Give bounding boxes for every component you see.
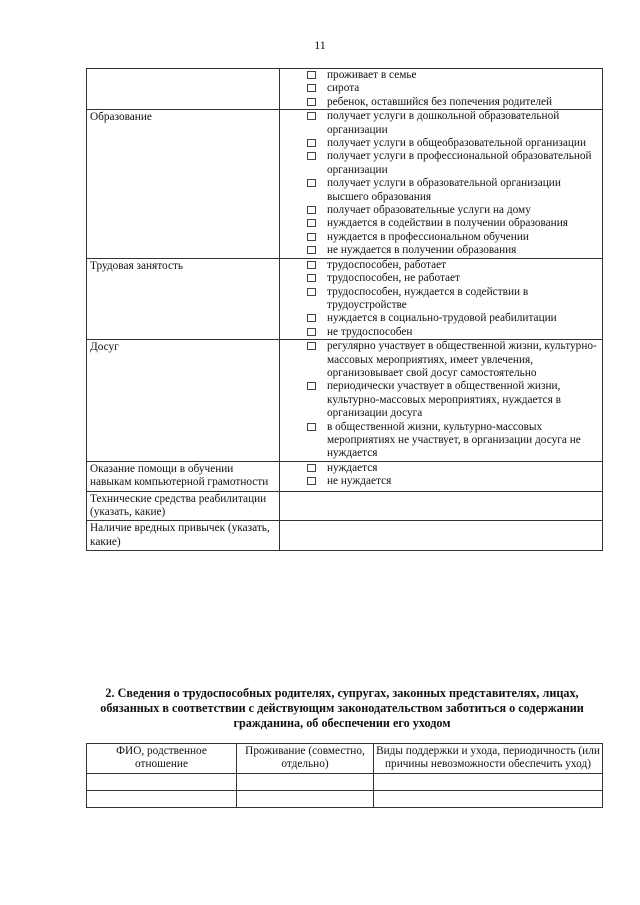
section-2-title: 2. Сведения о трудоспособных родителях, супругах, законных представителях, лицах, обязанных в соответствии с действующим законодательством заботиться о содержании гражданина, об обеспечении его уходом [100,686,584,730]
table-cell[interactable] [237,773,374,790]
row-label: Образование [87,110,280,258]
form-row [87,461,603,491]
checkbox-icon[interactable] [307,328,316,336]
row-label: Технические средства реабилитации (указать, какие) [87,491,280,521]
options-cell [280,110,603,258]
option-label: периодически участвует в общественной жизни, культурно-массовых мероприятиях, нуждается в организации досуга [327,380,561,420]
checkbox-option [280,475,600,488]
checkbox-option [280,312,600,325]
table-cell[interactable] [87,790,237,807]
checkbox-icon[interactable] [307,179,316,187]
option-label: ребенок, оставшийся без попечения родителей [327,95,553,108]
row-label: Досуг [87,340,280,462]
checkbox-option [280,150,600,177]
support-table [86,743,603,808]
checkbox-icon[interactable] [307,112,316,120]
option-label: трудоспособен, нуждается в содействии в трудоустройстве [327,285,529,311]
options-cell [280,340,603,462]
option-label: нуждается в содействии в получении образования [327,217,568,230]
column-header-residence: Проживание (совместно, отдельно) [237,744,374,774]
checkbox-icon[interactable] [307,219,316,227]
checkbox-icon[interactable] [307,233,316,241]
support-table-row [87,790,603,807]
row-label: Наличие вредных привычек (указать, какие) [87,521,280,551]
form-row [87,110,603,258]
table-cell[interactable] [374,773,603,790]
checkbox-option [280,204,600,217]
checkbox-icon[interactable] [307,382,316,390]
checkbox-icon[interactable] [307,152,316,160]
option-label: нуждается [327,461,378,474]
form-row [87,258,603,339]
form-row [87,491,603,521]
page-number: 11 [314,38,326,52]
checkbox-option [280,244,600,257]
option-label: получает образовательные услуги на дому [327,204,531,217]
checkbox-icon[interactable] [307,314,316,322]
checkbox-option [280,259,600,272]
checkbox-option [280,96,600,109]
checkbox-option [280,340,600,380]
options-cell[interactable] [280,491,603,521]
table-cell[interactable] [374,790,603,807]
checkbox-option [280,326,600,339]
option-label: проживает в семье [327,69,417,81]
options-cell [280,69,603,110]
checkbox-option [280,110,600,137]
checkbox-icon[interactable] [307,84,316,92]
column-header-support-types: Виды поддержки и ухода, периодичность (или причины невозможности обеспечить уход) [374,744,603,774]
checkbox-icon[interactable] [307,274,316,282]
checkbox-option [280,286,600,313]
checkbox-icon[interactable] [307,477,316,485]
option-label: нуждается в социально-трудовой реабилитации [327,312,557,325]
checkbox-icon[interactable] [307,423,316,431]
checkbox-option [280,217,600,230]
option-label: в общественной жизни, культурно-массовых мероприятиях не участвует, в организации досуга не нуждается [327,420,581,460]
checkbox-icon[interactable] [307,464,316,472]
option-label: не трудоспособен [327,325,413,338]
options-cell[interactable] [280,521,603,551]
checkbox-option [280,272,600,285]
option-label: трудоспособен, работает [327,258,447,271]
table-cell[interactable] [87,773,237,790]
form-row [87,521,603,551]
checkbox-icon[interactable] [307,98,316,106]
checkbox-icon[interactable] [307,139,316,147]
option-label: получает услуги в дошкольной образовательной организации [327,110,560,136]
checkbox-icon[interactable] [307,342,316,350]
checkbox-icon[interactable] [307,71,316,79]
checkbox-option [280,137,600,150]
checkbox-icon[interactable] [307,246,316,254]
form-row [87,340,603,462]
option-label: нуждается в профессиональном обучении [327,230,529,243]
checkbox-icon[interactable] [307,261,316,269]
option-label: получает услуги в профессиональной образовательной организации [327,150,592,176]
option-label: сирота [327,82,360,95]
checkbox-option [280,69,600,82]
row-label: Трудовая занятость [87,258,280,339]
row-label [87,69,280,110]
checkbox-option [280,380,600,420]
checkbox-option [280,462,600,475]
column-header-fio: ФИО, родственное отношение [87,744,237,774]
assessment-table [86,68,603,551]
checkbox-option [280,421,600,461]
options-cell [280,258,603,339]
option-label: трудоспособен, не работает [327,272,460,285]
option-label: не нуждается [327,475,392,488]
checkbox-option [280,82,600,95]
checkbox-option [280,177,600,204]
support-table-header-row [87,744,603,774]
row-label: Оказание помощи в обучении навыкам компьютерной грамотности [87,461,280,491]
option-label: получает услуги в образовательной организации высшего образования [327,177,561,203]
checkbox-icon[interactable] [307,206,316,214]
option-label: получает услуги в общеобразовательной организации [327,137,586,150]
support-table-row [87,773,603,790]
options-cell [280,461,603,491]
option-label: не нуждается в получении образования [327,244,517,257]
checkbox-option [280,231,600,244]
form-row [87,69,603,110]
checkbox-icon[interactable] [307,288,316,296]
table-cell[interactable] [237,790,374,807]
option-label: регулярно участвует в общественной жизни, культурно-массовых мероприятиях, имеет увлечения, организовывает свой досуг самостоятельно [327,340,597,379]
